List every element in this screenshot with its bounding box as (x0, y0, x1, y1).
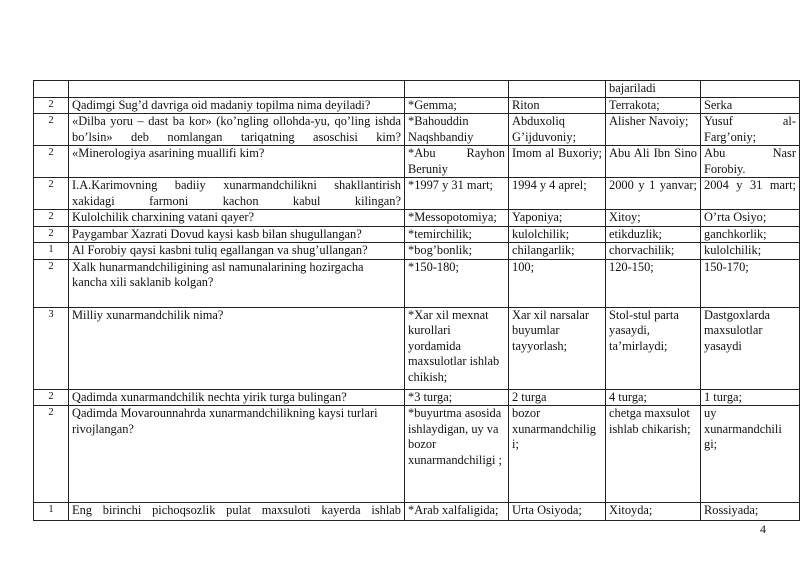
question-cell: Qadimgi Sug’d davriga oid madaniy topilma nima deyiladi? (69, 97, 405, 114)
answer-correct-cell: *1997 y 31 mart; (405, 178, 509, 210)
question-cell: Qadimda Movarounnahrda xunarmandchilikning kaysi turlari rivojlangan? (69, 406, 405, 503)
answer-correct-cell: *Gemma; (405, 97, 509, 114)
answer-correct-cell: *Arab xalfaligida; (405, 503, 509, 521)
answer-cell: Yusuf al-Farg’oniy; (701, 114, 800, 146)
row-number: 2 (34, 389, 69, 406)
answer-correct-cell: *3 turga; (405, 389, 509, 406)
question-cell: Kulolchilik charxining vatani qayer? (69, 210, 405, 227)
answer-correct-cell: *buyurtma asosida ishlaydigan, uy va bozor xunarmandchiligi ; (405, 406, 509, 503)
answer-cell: 2000 y 1 yanvar; (606, 178, 701, 210)
answer-cell: bajariladi (606, 81, 701, 98)
answer-cell: bozor xunarmandchilig i; (509, 406, 606, 503)
row-number: 2 (34, 146, 69, 178)
row-number: 2 (34, 178, 69, 210)
question-cell: Al Forobiy qaysi kasbni tuliq egallangan va shug’ullangan? (69, 243, 405, 260)
answer-cell: 4 turga; (606, 389, 701, 406)
answer-cell: chorvachilik; (606, 243, 701, 260)
answer-correct-cell: *Xar xil mexnat kurollari yordamida maxsulotlar ishlab chikish; (405, 307, 509, 389)
row-number: 2 (34, 114, 69, 146)
question-cell: Qadimda xunarmandchilik nechta yirik turga bulingan? (69, 389, 405, 406)
table-row (34, 259, 800, 307)
answer-cell: 120-150; (606, 259, 701, 307)
table-row (34, 226, 800, 243)
table-row (34, 503, 800, 521)
question-cell: Milliy xunarmandchilik nima? (69, 307, 405, 389)
answer-cell: Dastgoxlarda maxsulotlar yasaydi (701, 307, 800, 389)
answer-cell: Imom al Buxoriy; (509, 146, 606, 178)
answer-cell: Urta Osiyoda; (509, 503, 606, 521)
answer-cell: Abu Nasr Forobiy. (701, 146, 800, 178)
question-cell: «Dilba yoru – dast ba kor» (ko’ngling ollohda-yu, qo’ling ishda bo’lsin» deb nomlangan tariqatning asoschisi kim? (69, 114, 405, 146)
answer-correct-cell: *Bahouddin Naqshbandiy (405, 114, 509, 146)
row-number: 3 (34, 307, 69, 389)
answer-cell: Alisher Navoiy; (606, 114, 701, 146)
answer-cell: 1994 y 4 aprel; (509, 178, 606, 210)
table-row (34, 389, 800, 406)
answer-cell: Xitoy; (606, 210, 701, 227)
answer-cell: Xar xil narsalar buyumlar tayyorlash; (509, 307, 606, 389)
question-cell: «Minerologiya asarining muallifi kim? (69, 146, 405, 178)
table-row (34, 210, 800, 227)
answer-cell: Abu Ali Ibn Sino (606, 146, 701, 178)
answer-correct-cell (405, 81, 509, 98)
row-number: 2 (34, 259, 69, 307)
answer-cell (509, 81, 606, 98)
answer-correct-cell: *150-180; (405, 259, 509, 307)
answer-cell: 150-170; (701, 259, 800, 307)
answer-cell: Yaponiya; (509, 210, 606, 227)
answer-cell: Stol-stul parta yasaydi, ta’mirlaydi; (606, 307, 701, 389)
table-row (34, 406, 800, 503)
answer-cell: Rossiyada; (701, 503, 800, 521)
answer-cell: O’rta Osiyo; (701, 210, 800, 227)
answer-cell: uy xunarmandchili gi; (701, 406, 800, 503)
test-questions-table (33, 80, 800, 521)
question-cell: I.A.Karimovning badiiy xunarmandchilikni shakllantirish xakidagi farmoni kachon kabul kilingan? (69, 178, 405, 210)
question-cell: Eng birinchi pichoqsozlik pulat maxsuloti kayerda ishlab (69, 503, 405, 521)
row-number: 2 (34, 97, 69, 114)
row-number: 1 (34, 503, 69, 521)
table-row (34, 178, 800, 210)
answer-cell: Terrakota; (606, 97, 701, 114)
answer-cell: kulolchilik; (509, 226, 606, 243)
table-row (34, 307, 800, 389)
answer-cell: Xitoyda; (606, 503, 701, 521)
answer-cell: Serka (701, 97, 800, 114)
table-row (34, 146, 800, 178)
page-number: 4 (760, 522, 766, 536)
answer-cell: kulolchilik; (701, 243, 800, 260)
question-cell: Paygambar Xazrati Dovud kaysi kasb bilan shugullangan? (69, 226, 405, 243)
answer-cell: Abduxoliq G’ijduvoniy; (509, 114, 606, 146)
answer-cell: etikduzlik; (606, 226, 701, 243)
answer-cell: Riton (509, 97, 606, 114)
answer-correct-cell: *temirchilik; (405, 226, 509, 243)
answer-correct-cell: *Messopotomiya; (405, 210, 509, 227)
answer-cell (701, 81, 800, 98)
row-number: 1 (34, 243, 69, 260)
question-cell: Xalk hunarmandchiligining asl namunalarining hozirgacha kancha xili saklanib kolgan? (69, 259, 405, 307)
answer-cell: 100; (509, 259, 606, 307)
answer-cell: chetga maxsulot ishlab chikarish; (606, 406, 701, 503)
table-row (34, 81, 800, 98)
answer-cell: ganchkorlik; (701, 226, 800, 243)
answer-correct-cell: *Abu Rayhon Beruniy (405, 146, 509, 178)
row-number (34, 81, 69, 98)
row-number: 2 (34, 210, 69, 227)
row-number: 2 (34, 226, 69, 243)
answer-cell: 2004 y 31 mart; (701, 178, 800, 210)
question-cell (69, 81, 405, 98)
table-row (34, 243, 800, 260)
answer-cell: chilangarlik; (509, 243, 606, 260)
table-row (34, 97, 800, 114)
answer-correct-cell: *bog’bonlik; (405, 243, 509, 260)
table-row (34, 114, 800, 146)
row-number: 2 (34, 406, 69, 503)
answer-cell: 1 turga; (701, 389, 800, 406)
answer-cell: 2 turga (509, 389, 606, 406)
